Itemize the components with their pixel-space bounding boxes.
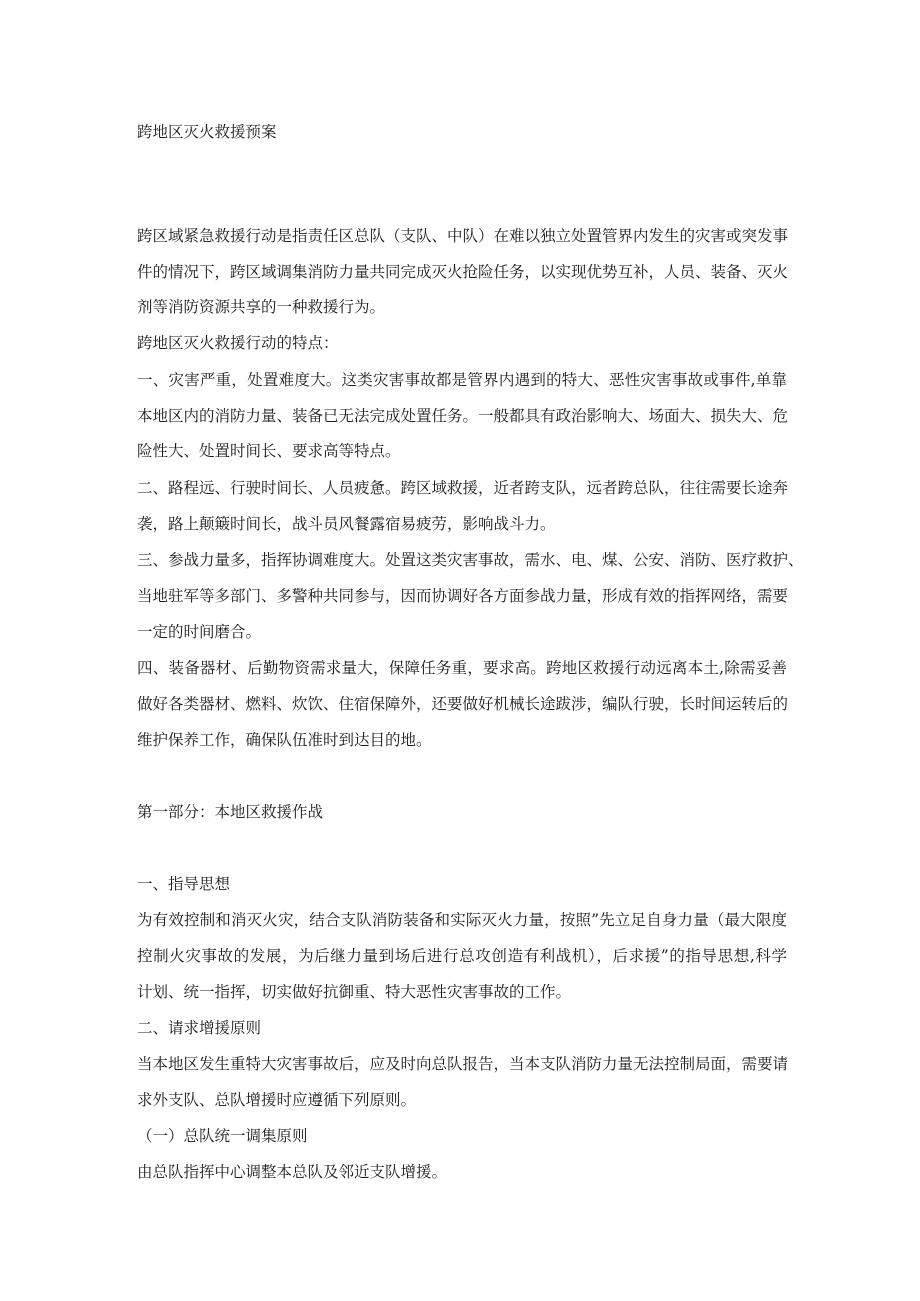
part-one-heading: 第一部分：本地区救援作战	[137, 803, 324, 821]
feature-2-line-1: 二、路程远、行驶时间长、人员疲惫。跨区域救援，近者跨支队，远者跨总队，往往需要长途奔	[137, 479, 789, 497]
feature-1-line-3: 险性大、处置时间长、要求高等特点。	[137, 442, 401, 460]
feature-1-line-2: 本地区内的消防力量、装备已无法完成处置任务。一般都具有政治影响大、场面大、损失大、危	[137, 407, 789, 425]
feature-3-line-1: 三、参战力量多，指挥协调难度大。处置这类灾害事故，需水、电、煤、公安、消防、医疗救护、	[137, 551, 804, 569]
section-2-line-2: 求外支队、总队增援时应遵循下列原则。	[137, 1091, 417, 1109]
feature-3-line-2: 当地驻军等多部门、多警种共同参与，因而协调好各方面参战力量，形成有效的指挥网络，需要	[137, 587, 789, 605]
section-2-heading: 二、请求增援原则	[137, 1019, 262, 1037]
feature-3-line-3: 一定的时间磨合。	[137, 623, 262, 641]
subsection-1-heading: （一）总队统一调集原则	[137, 1127, 308, 1145]
section-1-line-2: 控制火灾事故的发展，为后继力量到场后进行总攻创造有利战机），后求援”的指导思想,科学	[137, 947, 787, 965]
document-title: 跨地区灭火救援预案	[137, 123, 277, 141]
section-1-line-3: 计划、统一指挥，切实做好抗御重、特大恶性灾害事故的工作。	[137, 983, 572, 1001]
feature-1-line-1: 一、灾害严重，处置难度大。这类灾害事故都是管界内遇到的特大、恶性灾害事故或事件,单靠	[137, 371, 787, 389]
section-1-line-1: 为有效控制和消灭火灾，结合支队消防装备和实际灭火力量，按照”先立足自身力量（最大限度	[137, 911, 787, 929]
feature-4-line-3: 维护保养工作，确保队伍准时到达目的地。	[137, 731, 432, 749]
section-2-line-1: 当本地区发生重特大灾害事故后，应及时向总队报告，当本支队消防力量无法控制局面，需要请	[137, 1055, 789, 1073]
subsection-1-line-1: 由总队指挥中心调整本总队及邻近支队增援。	[137, 1163, 448, 1181]
feature-4-line-2: 做好各类器材、燃料、炊饮、住宿保障外，还要做好机械长途跋涉，编队行驶，长时间运转后的	[137, 695, 789, 713]
intro-line-3: 剂等消防资源共享的一种救援行为。	[137, 298, 386, 316]
section-1-heading: 一、指导思想	[137, 875, 231, 893]
feature-4-line-1: 四、装备器材、后勤物资需求量大，保障任务重，要求高。跨地区救援行动远离本土,除需妥善	[137, 659, 787, 677]
feature-2-line-2: 袭，路上颠簸时间长，战斗员风餐露宿易疲劳，影响战斗力。	[137, 515, 556, 533]
features-heading: 跨地区灭火救援行动的特点：	[137, 334, 339, 352]
intro-line-1: 跨区域紧急救援行动是指责任区总队（支队、中队）在难以独立处置管界内发生的灾害或突发事	[137, 227, 789, 245]
intro-line-2: 件的情况下，跨区域调集消防力量共同完成灭火抢险任务，以实现优势互补，人员、装备、灭火	[137, 263, 789, 281]
